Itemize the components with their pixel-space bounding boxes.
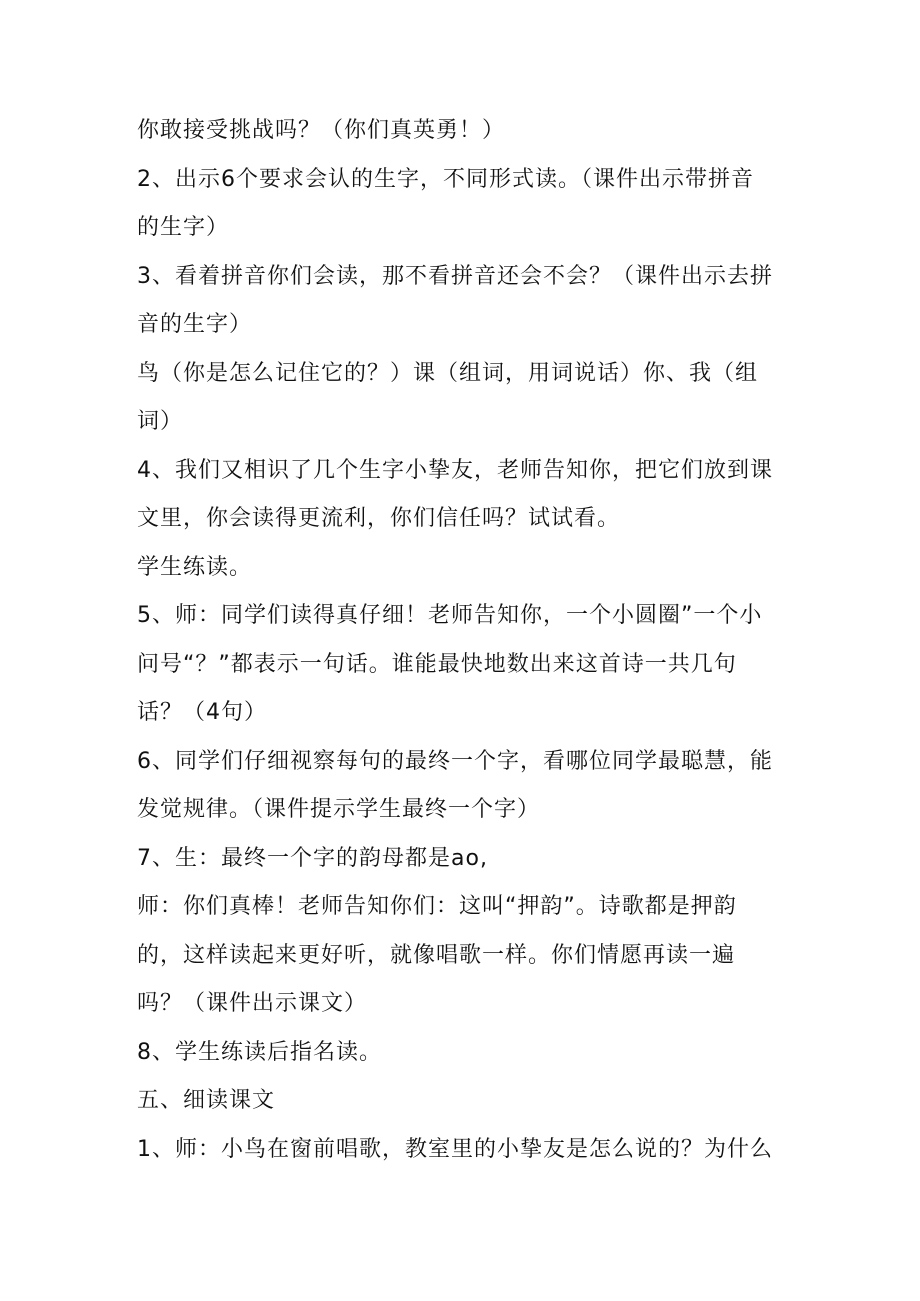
- text-line: 3、看着拼音你们会读，那不看拼音还会不会？（课件出示去拼: [137, 264, 773, 289]
- text-line: 话？（4句）: [137, 700, 267, 725]
- text-line: 文里，你会读得更流利，你们信任吗？试试看。: [137, 506, 621, 531]
- text-line: 7、生：最终一个字的韵母都是ao,: [137, 846, 488, 871]
- section-heading: 五、细读课文: [137, 1088, 276, 1113]
- text-line: 的生字）: [137, 215, 230, 240]
- text-line: 学生练读。: [137, 555, 253, 580]
- text-line: 4、我们又相识了几个生字小挚友，老师告知你，把它们放到课: [137, 458, 773, 483]
- text-line: 2、出示6个要求会认的生字，不同形式读。（课件出示带拼音: [137, 167, 754, 192]
- text-line: 词）: [137, 409, 184, 434]
- text-line: 音的生字）: [137, 312, 253, 337]
- text-line: 8、学生练读后指名读。: [137, 1040, 382, 1065]
- text-line: 问号“？”都表示一句话。谁能最快地数出来这首诗一共几句: [137, 652, 737, 677]
- text-line: 6、同学们仔细视察每句的最终一个字，看哪位同学最聪慧，能: [137, 749, 773, 774]
- text-line: 鸟（你是怎么记住它的？）课（组词，用词说话）你、我（组: [137, 361, 759, 386]
- text-line: 吗？（课件出示课文）: [137, 991, 368, 1016]
- text-line: 1、师：小鸟在窗前唱歌，教室里的小挚友是怎么说的？为什么: [137, 1137, 773, 1162]
- text-line: 师：你们真棒！老师告知你们：这叫“押韵”。诗歌都是押韵: [137, 894, 737, 919]
- text-line: 你敢接受挑战吗？（你们真英勇！）: [137, 118, 506, 143]
- text-line: 5、师：同学们读得真仔细！老师告知你，一个小圆圈”一个小: [137, 603, 763, 628]
- text-line: 发觉规律。（课件提示学生最终一个字）: [137, 797, 541, 822]
- text-line: 的，这样读起来更好听，就像唱歌一样。你们情愿再读一遍: [137, 943, 736, 968]
